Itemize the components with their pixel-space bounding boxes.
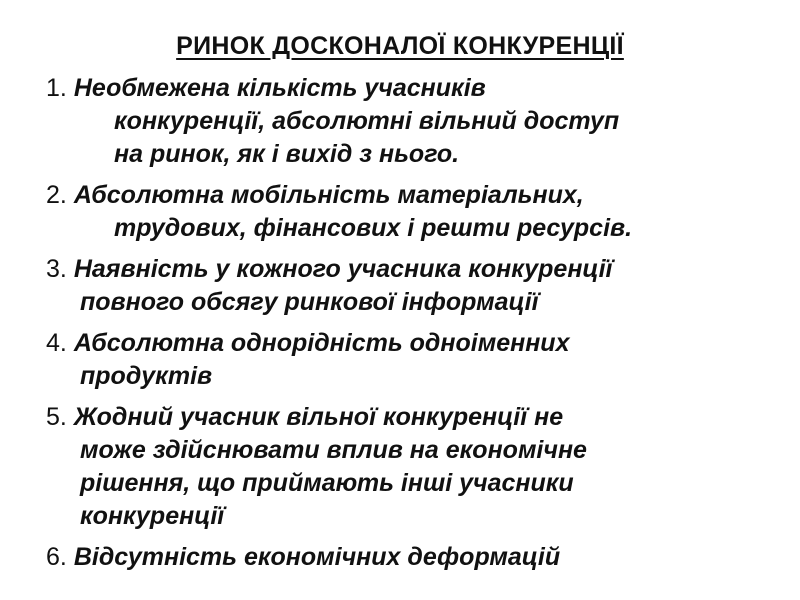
item-number: 3. (46, 255, 67, 283)
item-number: 2. (46, 181, 67, 209)
item-text-line: конкуренції (80, 502, 225, 530)
slide-title: РИНОК ДОСКОНАЛОЇ КОНКУРЕНЦІЇ (176, 32, 624, 60)
item-number: 1. (46, 74, 67, 102)
item-text-line: Абсолютна мобільність матеріальних, (73, 181, 584, 209)
list-item-4 (46, 327, 786, 393)
item-text-line: повного обсягу ринкової інформації (80, 288, 539, 316)
list-item-5 (46, 401, 786, 533)
item-text-line: Відсутність економічних деформацій (73, 543, 561, 571)
item-number: 6. (46, 543, 67, 571)
item-text-line: трудових, фінансових і решти ресурсів. (114, 214, 633, 242)
item-number: 5. (46, 403, 67, 431)
item-text-line: Жодний учасник вільної конкуренції не (73, 403, 564, 431)
item-text-line: Наявність у кожного учасника конкуренції (73, 255, 613, 283)
item-text-line: Необмежена кількість учасників (73, 74, 486, 102)
item-text-line: рішення, що приймають інші учасники (80, 469, 574, 497)
list-item-3 (46, 253, 786, 319)
feature-list (46, 72, 786, 582)
list-item-2 (46, 179, 786, 245)
item-text-line: на ринок, як і вихід з нього. (114, 140, 460, 168)
list-item-1 (46, 72, 786, 171)
item-number: 4. (46, 329, 67, 357)
item-text-line: може здійснювати вплив на економічне (80, 436, 587, 464)
item-text-line: Абсолютна однорідність одноіменних (73, 329, 570, 357)
item-text-line: продуктів (80, 362, 213, 390)
item-text-line: конкуренції, абсолютні вільний доступ (114, 107, 620, 135)
list-item-6 (46, 541, 786, 574)
